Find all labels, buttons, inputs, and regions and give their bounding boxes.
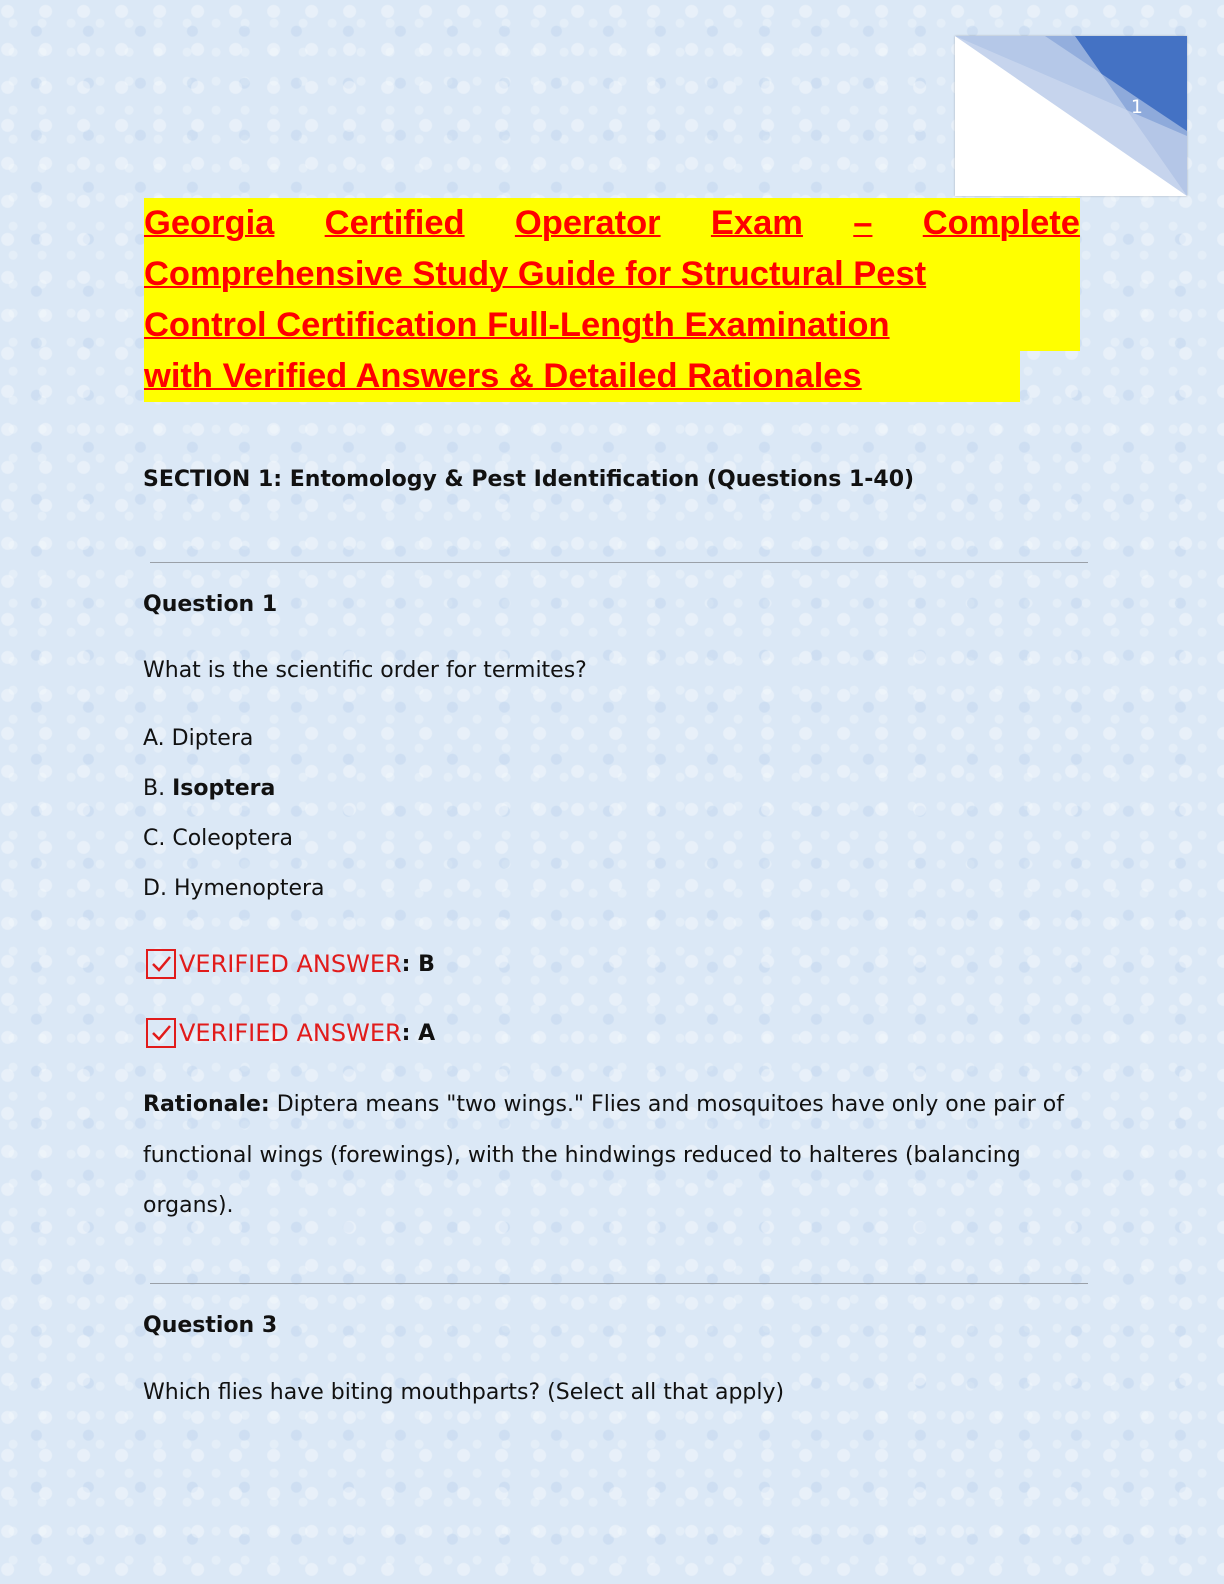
verified-value: : A [401,1020,436,1046]
option-text: Diptera [171,726,254,751]
question-3-heading: Question 3 [143,1313,278,1338]
title-word: Georgia [144,204,275,242]
verified-answer-2 [145,1017,435,1049]
document-title [144,198,1080,402]
corner-triangles-graphic [955,36,1187,196]
question-1-prompt: What is the scientific order for termites? [143,658,587,683]
divider [150,562,1088,563]
section-heading: SECTION 1: Entomology & Pest Identification (Questions 1-40) [143,467,915,492]
title-word: Certified [324,204,465,242]
page-corner-decoration [955,36,1187,196]
title-word: Complete [922,204,1080,242]
option-letter: A. [143,726,165,751]
option-a [143,726,253,751]
title-word: – [853,204,873,242]
title-line-1 [144,198,1080,249]
page-number: 1 [1130,96,1143,118]
option-d [143,876,325,901]
title-word: Exam [710,204,803,242]
option-b [143,776,275,801]
rationale-paragraph [143,1080,1093,1232]
question-1-heading: Question 1 [143,592,278,617]
option-text: Coleoptera [172,826,293,851]
verified-label: VERIFIED ANSWER [179,950,402,978]
verified-answer-1 [145,948,435,980]
option-letter: B. [143,776,166,801]
checkbox-check-icon [145,948,177,980]
option-letter: C. [143,826,166,851]
option-c [143,826,293,851]
title-word: Operator [514,204,661,242]
rationale-label: Rationale: [143,1092,270,1117]
question-3-prompt: Which flies have biting mouthparts? (Select all that apply) [143,1380,785,1405]
option-letter: D. [143,876,167,901]
option-text: Isoptera [172,776,276,801]
title-line-2: Comprehensive Study Guide for Structural Pest [144,249,1080,300]
option-text: Hymenoptera [173,876,325,901]
rationale-text: Diptera means "two wings." Flies and mosquitoes have only one pair of functional wings (forewings), with the hindwings reduced to halteres (balancing organs). [143,1092,1064,1218]
verified-value: : B [401,951,435,977]
checkbox-check-icon [145,1017,177,1049]
divider [150,1283,1088,1284]
title-line-3: Control Certification Full-Length Examination [144,300,1080,351]
verified-label: VERIFIED ANSWER [179,1019,402,1047]
title-line-4: with Verified Answers & Detailed Rationales [144,351,1020,402]
